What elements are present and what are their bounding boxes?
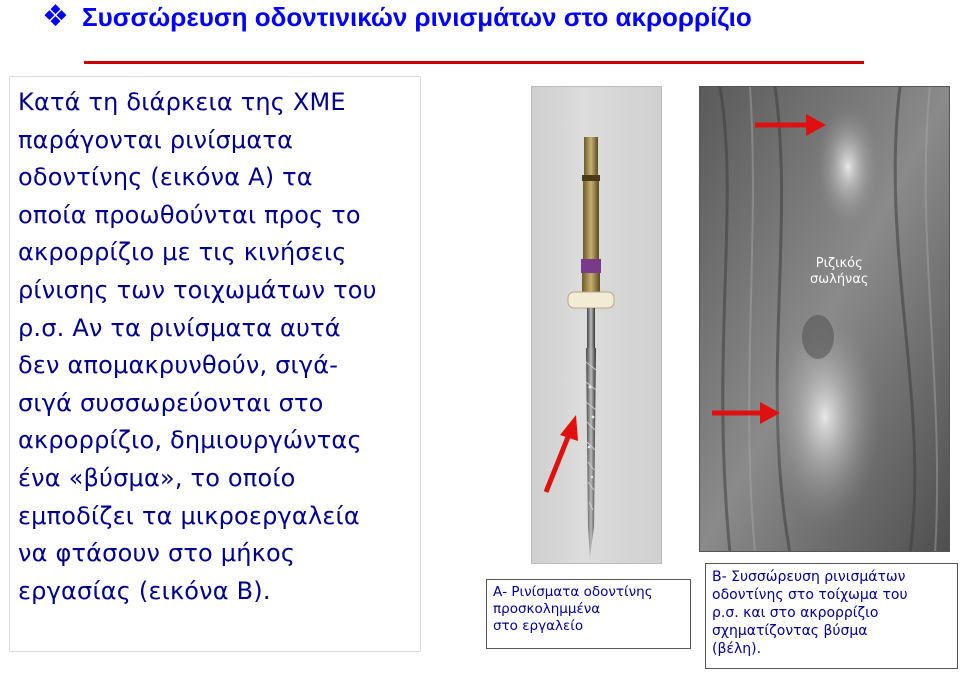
title-underline: [84, 61, 864, 64]
arrow-a-icon: [546, 415, 578, 492]
root-canal-label: Ριζικός σωλήνας: [810, 256, 869, 287]
figure-b-photo: [699, 86, 950, 552]
sem-canal-image: [700, 87, 950, 552]
figure-a-photo: [531, 86, 662, 564]
title-bullet-icon: ❖: [42, 0, 69, 34]
endodontic-file-image: [532, 87, 662, 564]
body-text: Κατά τη διάρκεια της ΧΜΕ παράγονται ρινίσματα οδοντίνης (εικόνα Α) τα οποία προωθούνται προς το ακρορρίζιο με τις κινήσεις ρίνισης των τοιχωμάτων του ρ.σ. Αν τα ρινίσματα αυτά δεν απομακρυνθούν, σιγά- σιγά συσσωρεύονται στο ακρορρίζιο, δημιουργώντας ένα «βύσμα», το οποίο εμποδίζει τα μικροεργαλεία να φτάσουν στο μήκος εργασίας (εικόνα Β).: [18, 88, 377, 605]
figure-a-caption: Α- Ρινίσματα οδοντίνης προσκολημμένα στο εργαλείο: [486, 579, 691, 649]
page-title: Συσσώρευση οδοντινικών ρινισμάτων στο ακρορρίζιο: [82, 2, 752, 32]
figure-b-caption: Β- Συσσώρευση ρινισμάτων οδοντίνης στο τοίχωμα του ρ.σ. και στο ακρορρίζιο σχηματίζοντας βύσμα (βέλη).: [705, 563, 958, 669]
